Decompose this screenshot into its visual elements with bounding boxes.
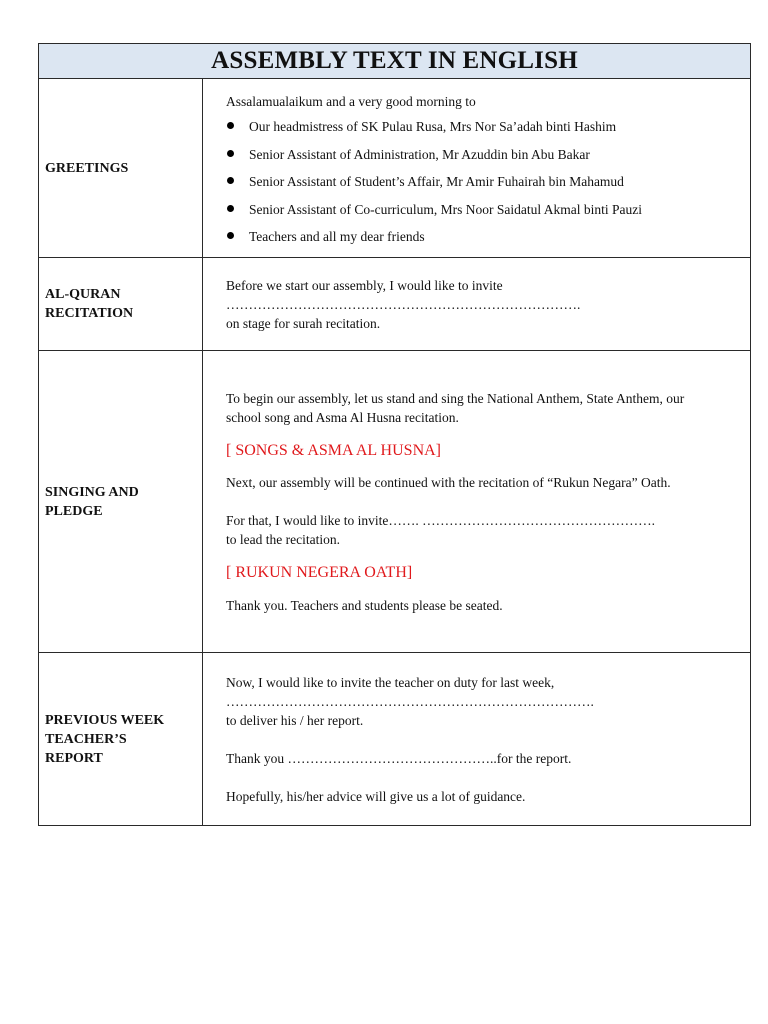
report-content <box>203 653 751 826</box>
greetings-item-text: Our headmistress of SK Pulau Rusa, Mrs Nor Sa’adah binti Hashim <box>249 119 617 134</box>
singing-label-line: PLEDGE <box>45 503 103 519</box>
bullet-icon <box>227 122 234 129</box>
quran-line: Before we start our assembly, I would like to invite <box>226 277 503 293</box>
list-item <box>226 227 740 246</box>
songs-heading: [ SONGS & ASMA AL HUSNA] <box>226 441 441 459</box>
singing-label-line: SINGING AND <box>45 484 139 500</box>
quran-row <box>39 258 751 351</box>
report-line: Thank you ………………………………………..for the report. <box>226 750 572 766</box>
list-item <box>226 172 740 191</box>
report-label-line: TEACHER’S <box>45 731 127 747</box>
report-row <box>39 653 751 826</box>
quran-content <box>203 258 751 351</box>
bullet-icon <box>227 232 234 239</box>
quran-line: on stage for surah recitation. <box>226 315 381 331</box>
quran-dotted-line: ……………………………………………………………………. <box>226 296 581 312</box>
report-label-line: PREVIOUS WEEK <box>45 712 165 728</box>
greetings-content <box>203 79 751 258</box>
report-dotted-line: ………………………………………………………………………. <box>226 693 594 709</box>
singing-line: Thank you. Teachers and students please be seated. <box>226 597 503 613</box>
quran-label-line: RECITATION <box>45 306 134 321</box>
report-line: Hopefully, his/her advice will give us a lot of guidance. <box>226 788 526 804</box>
singing-label <box>39 351 203 653</box>
report-label-line: REPORT <box>45 750 103 766</box>
greetings-item-text: Teachers and all my dear friends <box>249 229 425 244</box>
singing-line: school song and Asma Al Husna recitation. <box>226 409 459 425</box>
singing-line: To begin our assembly, let us stand and sing the National Anthem, State Anthem, our <box>226 390 685 406</box>
list-item <box>226 200 740 219</box>
document-title: ASSEMBLY TEXT IN ENGLISH <box>39 44 751 79</box>
greetings-list <box>226 117 740 246</box>
report-label <box>39 653 203 826</box>
report-line: Now, I would like to invite the teacher on duty for last week, <box>226 674 555 690</box>
quran-label <box>39 258 203 351</box>
bullet-icon <box>227 177 234 184</box>
assembly-table <box>38 43 751 826</box>
greetings-item-text: Senior Assistant of Co-curriculum, Mrs Noor Saidatul Akmal binti Pauzi <box>249 201 642 217</box>
bullet-icon <box>227 150 234 157</box>
greetings-intro: Assalamualaikum and a very good morning to <box>226 94 476 109</box>
greetings-item-text: Senior Assistant of Administration, Mr Azuddin bin Abu Bakar <box>249 146 590 162</box>
singing-line: to lead the recitation. <box>226 531 340 547</box>
bullet-icon <box>227 205 234 212</box>
greetings-item-text: Senior Assistant of Student’s Affair, Mr Amir Fuhairah bin Mahamud <box>249 174 624 189</box>
list-item <box>226 145 740 164</box>
singing-line: Next, our assembly will be continued with the recitation of “Rukun Negara” Oath. <box>226 474 671 490</box>
oath-heading: [ RUKUN NEGERA OATH] <box>226 563 413 581</box>
singing-row <box>39 351 751 653</box>
greetings-label-text: GREETINGS <box>45 160 129 176</box>
quran-label-line: AL-QURAN <box>45 287 121 302</box>
singing-content <box>203 351 751 653</box>
report-line: to deliver his / her report. <box>226 712 364 728</box>
list-item <box>226 117 740 136</box>
greetings-row <box>39 79 751 258</box>
singing-line: For that, I would like to invite……. ……………………………………………. <box>226 512 655 528</box>
greetings-label <box>39 79 203 258</box>
